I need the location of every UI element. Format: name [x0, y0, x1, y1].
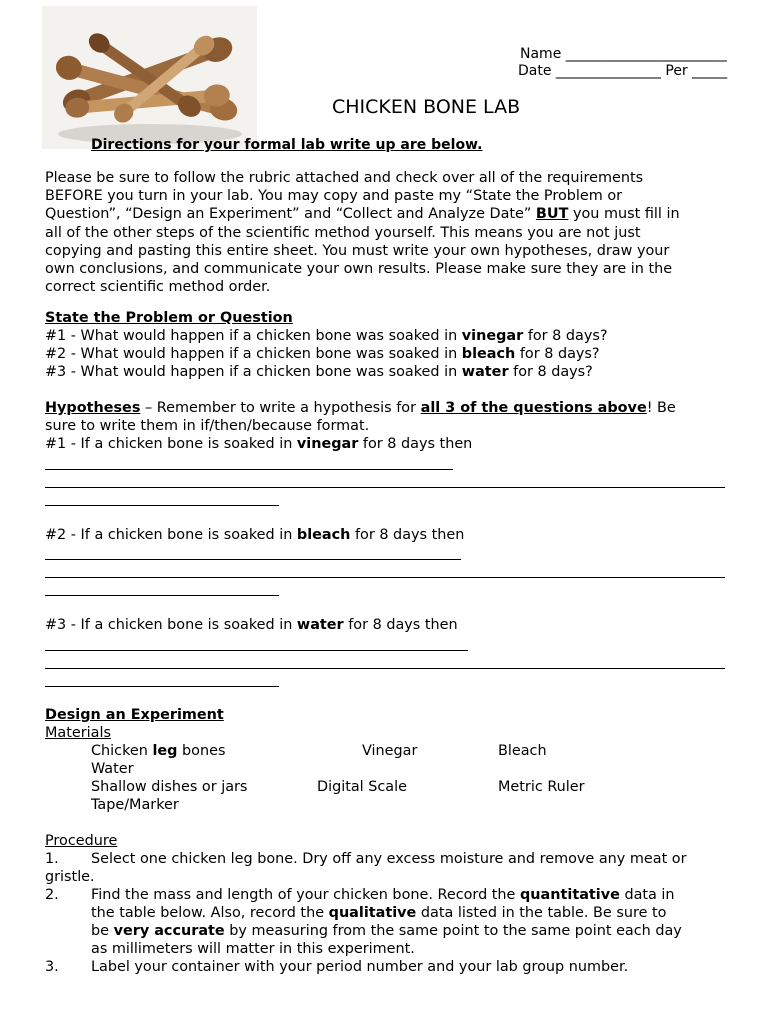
hypothesis-3-prompt: #3 - If a chicken bone is soaked in water for 8 days then	[45, 617, 458, 633]
hypothesis-1-prompt: #1 - If a chicken bone is soaked in vinegar for 8 days then	[45, 436, 473, 452]
material-water: Water	[91, 761, 134, 777]
per-blank[interactable]: _____	[692, 63, 728, 79]
material-vinegar: Vinegar	[362, 743, 418, 759]
hypotheses-format-note: sure to write them in if/then/because format.	[45, 418, 370, 434]
intro-line: correct scientific method order.	[45, 279, 271, 296]
step-1-continued: gristle.	[45, 869, 95, 885]
page-title: CHICKEN BONE LAB	[332, 96, 521, 118]
step-2-line: Find the mass and length of your chicken bone. Record the quantitative data in	[91, 887, 675, 903]
intro-line: Question”, “Design an Experiment” and “Collect and Analyze Date” BUT you must fill in	[45, 206, 680, 223]
design-heading: Design an Experiment	[45, 707, 224, 723]
intro-line: own conclusions, and communicate your own results. Please make sure they are in the	[45, 261, 673, 278]
step-2-line: as millimeters will matter in this experiment.	[91, 941, 415, 957]
step-1-text: Select one chicken leg bone. Dry off any excess moisture and remove any meat or	[91, 851, 687, 867]
date-label: Date	[518, 63, 552, 79]
material-scale: Digital Scale	[317, 779, 407, 795]
date-blank[interactable]: _______________	[555, 63, 661, 79]
answer-line[interactable]	[45, 487, 725, 488]
material-tape: Tape/Marker	[91, 797, 179, 813]
hypothesis-2-prompt: #2 - If a chicken bone is soaked in bleach for 8 days then	[45, 527, 465, 543]
answer-line[interactable]	[45, 577, 725, 578]
per-label: Per	[665, 63, 688, 79]
name-blank[interactable]: _______________________	[565, 46, 727, 62]
procedure-label: Procedure	[45, 833, 118, 849]
answer-line[interactable]	[45, 686, 279, 687]
directions-heading: Directions for your formal lab write up are below.	[91, 137, 483, 153]
intro-line: Please be sure to follow the rubric attached and check over all of the requirements	[45, 170, 644, 186]
question-1: #1 - What would happen if a chicken bone was soaked in vinegar for 8 days?	[45, 328, 608, 344]
materials-label: Materials	[45, 725, 111, 741]
answer-line[interactable]	[45, 650, 468, 651]
intro-line: all of the other steps of the scientific method yourself. This means you are not just	[45, 224, 641, 241]
answer-line[interactable]	[45, 559, 461, 560]
material-chicken-bones: Chicken leg bones	[91, 743, 226, 759]
intro-line: BEFORE you turn in your lab. You may copy and paste my “State the Problem or	[45, 188, 623, 205]
question-3: #3 - What would happen if a chicken bone was soaked in water for 8 days?	[45, 364, 593, 380]
step-number: 2.	[45, 887, 59, 903]
chicken-bones-image	[42, 6, 257, 149]
answer-line[interactable]	[45, 668, 725, 669]
intro-line: copying and pasting this entire sheet. You must write your own hypotheses, draw your	[45, 242, 670, 259]
hypotheses-intro: Hypotheses – Remember to write a hypothesis for all 3 of the questions above! Be	[45, 400, 676, 416]
hypotheses-heading: Hypotheses	[45, 400, 141, 416]
step-number: 1.	[45, 851, 59, 867]
material-dishes: Shallow dishes or jars	[91, 779, 248, 795]
material-bleach: Bleach	[498, 743, 547, 759]
step-2-line: be very accurate by measuring from the same point to the same point each day	[91, 923, 682, 939]
answer-line[interactable]	[45, 469, 453, 470]
question-2: #2 - What would happen if a chicken bone was soaked in bleach for 8 days?	[45, 346, 600, 362]
but-emphasis: BUT	[535, 206, 569, 223]
name-line	[520, 46, 727, 62]
answer-line[interactable]	[45, 505, 279, 506]
step-number: 3.	[45, 959, 59, 975]
answer-line[interactable]	[45, 595, 279, 596]
problem-heading: State the Problem or Question	[45, 310, 293, 326]
step-2-line: the table below. Also, record the qualitative data listed in the table. Be sure to	[91, 905, 667, 921]
date-per-line	[518, 63, 727, 79]
step-3-text: Label your container with your period number and your lab group number.	[91, 959, 629, 975]
material-ruler: Metric Ruler	[498, 779, 585, 795]
intro-paragraph	[45, 169, 735, 296]
name-label: Name	[520, 46, 562, 62]
